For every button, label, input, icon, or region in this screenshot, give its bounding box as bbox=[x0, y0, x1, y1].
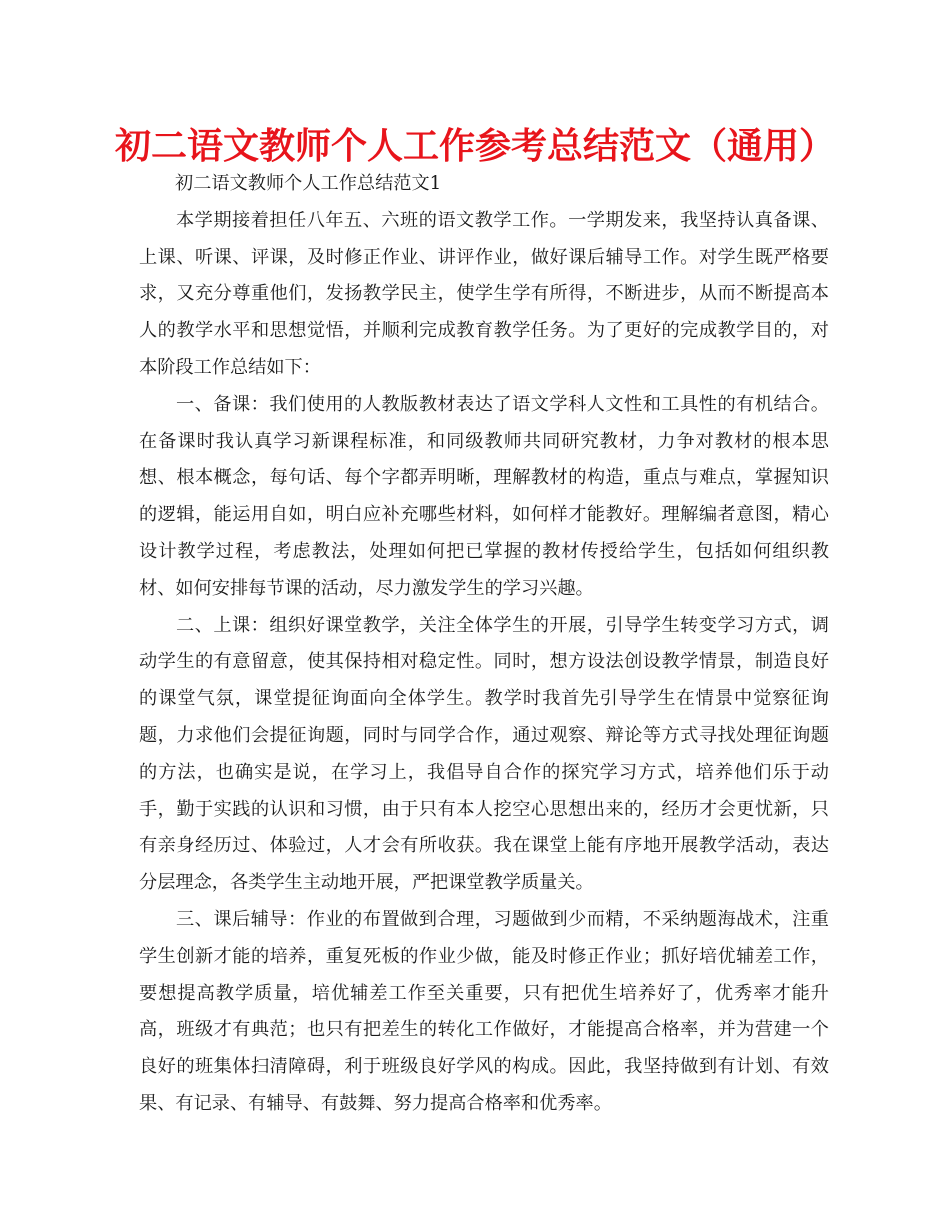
document-title: 初二语文教师个人工作参考总结范文（通用） bbox=[114, 125, 835, 167]
paragraph-tutoring: 三、课后辅导：作业的布置做到合理，习题做到少而精，不采纳题海战术，注重学生创新才能的培养，重复死板的作业少做，能及时修正作业；抓好培优辅差工作，要想提高教学质量，培优辅差工作至关重要，只有把优生培养好了，优秀率才能升高，班级才有典范；也只有把差生的转化工作做好，才能提高合格率，并为营建一个良好的班集体扫清障碍，利于班级良好学风的构成。因此，我坚持做到有计划、有效果、有记录、有辅导、有鼓舞、努力提高合格率和优秀率。 bbox=[139, 908, 829, 1114]
paragraph-teaching: 二、上课：组织好课堂教学，关注全体学生的开展，引导学生转变学习方式，调动学生的有意留意，使其保持相对稳定性。同时，想方设法创设教学情景，制造良好的课堂气氛，课堂提征询面向全体学生。教学时我首先引导学生在情景中觉察征询题，力求他们会提征询题，同时与同学合作，通过观察、辩论等方式寻找处理征询题的方法，也确实是说，在学习上，我倡导自合作的探究学习方式，培养他们乐于动手，勤于实践的认识和习惯，由于只有本人挖空心思想出来的，经历才会更忧新，只有亲身经历过、体验过，人才会有所收获。我在课堂上能有序地开展教学活动，表达分层理念，各类学生主动地开展，严把课堂教学质量关。 bbox=[139, 614, 829, 894]
document-subtitle: 初二语文教师个人工作总结范文1 bbox=[175, 173, 442, 194]
paragraph-lesson-prep: 一、备课：我们使用的人教版教材表达了语文学科人文性和工具性的有机结合。在备课时我认真学习新课程标准，和同级教师共同研究教材，力争对教材的根本思想、根本概念，每句话、每个字都弄明晰，理解教材的构造，重点与难点，掌握知识的逻辑，能运用自如，明白应补充哪些材料，如何样才能教好。理解编者意图，精心设计教学过程，考虑教法，处理如何把已掌握的教材传授给学生，包括如何组织教材、如何安排每节课的活动，尽力激发学生的学习兴趣。 bbox=[139, 393, 829, 599]
paragraph-intro: 本学期接着担任八年五、六班的语文教学工作。一学期发来，我坚持认真备课、上课、听课、评课，及时修正作业、讲评作业，做好课后辅导工作。对学生既严格要求，又充分尊重他们，发扬教学民主，使学生学有所得，不断进步，从而不断提高本人的教学水平和思想觉悟，并顺利完成教育教学任务。为了更好的完成教学目的，对本阶段工作总结如下： bbox=[139, 209, 829, 378]
document-body bbox=[139, 166, 829, 1123]
